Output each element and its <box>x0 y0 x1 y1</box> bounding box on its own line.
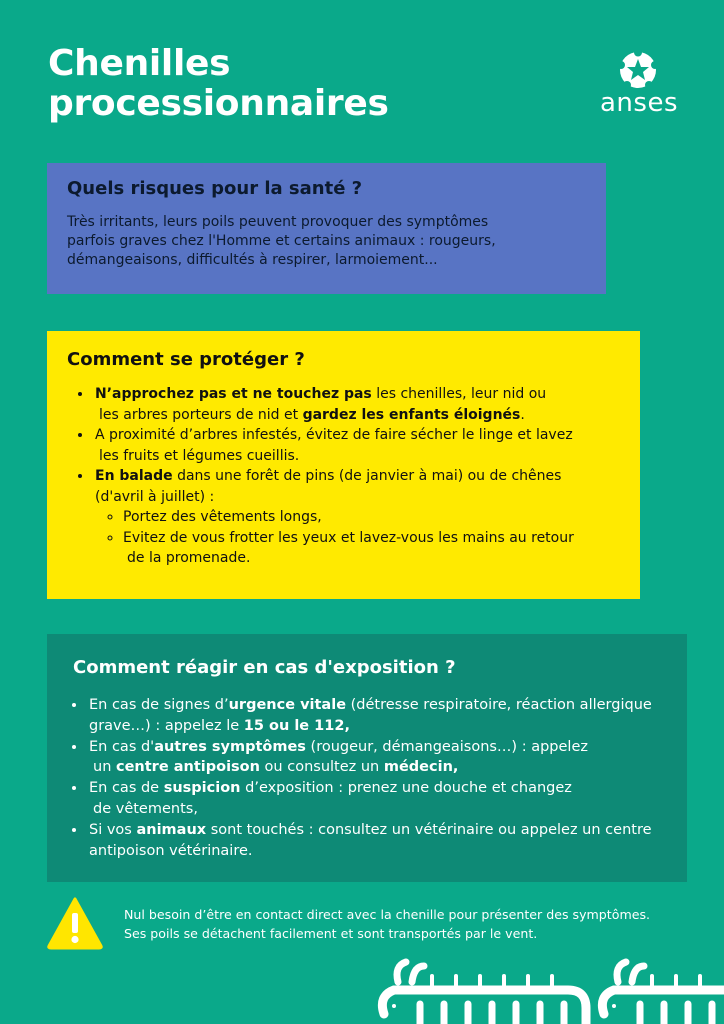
warning-line-1: Nul besoin d’être en contact direct avec la chenille pour présenter des symptômes. <box>124 907 651 922</box>
text: les chenilles, leur nid ou <box>371 386 547 402</box>
protection-section <box>47 331 640 599</box>
text: (détresse respiratoire, réaction allergique <box>346 697 652 713</box>
bold-text: 15 ou le 112, <box>243 717 350 734</box>
text: de vêtements, <box>93 800 198 817</box>
text: En cas de signes d’ <box>89 697 229 713</box>
text: Portez des vêtements longs, <box>123 509 322 525</box>
list-item <box>123 528 620 569</box>
protection-heading: Comment se protéger ? <box>67 349 305 370</box>
text: dans une forêt de pins (de janvier à mai) ou de chênes <box>172 468 562 484</box>
text: A proximité d’arbres infestés, évitez de faire sécher le linge et lavez <box>95 427 573 443</box>
text: les fruits et légumes cueillis. <box>99 447 300 464</box>
text <box>95 405 525 426</box>
bold-text: suspicion <box>163 780 241 797</box>
list-item <box>87 695 661 737</box>
list-item <box>87 820 661 862</box>
exposure-list <box>73 695 661 861</box>
exposure-heading: Comment réagir en cas d'exposition ? <box>73 657 456 678</box>
text: sont touchés : consultez un vétérinaire ou appelez un centre <box>206 821 652 838</box>
text: En cas d' <box>89 738 155 755</box>
list-item <box>93 384 620 425</box>
bold-text: urgence vitale <box>228 697 347 713</box>
bold-text: centre antipoison <box>116 759 260 776</box>
caterpillar-icon <box>372 952 724 1024</box>
page-title <box>48 44 389 124</box>
bold-text: N’approchez pas et ne touchez pas <box>95 386 372 402</box>
anses-logo <box>590 50 688 120</box>
risks-line-1: Très irritants, leurs poils peuvent provoquer des symptômes <box>67 214 489 230</box>
text: un <box>93 759 116 776</box>
risks-section <box>47 163 606 294</box>
bold-text: autres symptômes <box>154 738 306 755</box>
bold-text: En balade <box>95 468 173 484</box>
bold-text: gardez les enfants éloignés <box>302 406 521 423</box>
list-item <box>87 737 661 779</box>
text: . <box>520 406 525 423</box>
exposure-section <box>47 634 687 882</box>
text: d’exposition : prenez une douche et changez <box>240 780 572 797</box>
text: Si vos <box>89 821 137 838</box>
text <box>89 757 458 778</box>
anses-star-logo-icon <box>618 50 658 90</box>
text: (rougeur, démangeaisons…) : appelez <box>305 738 588 755</box>
text: Evitez de vous frotter les yeux et lavez-vous les mains au retour <box>123 529 574 546</box>
text: ou consultez un <box>259 759 384 776</box>
logo-text: anses <box>600 88 678 118</box>
risks-line-3: démangeaisons, difficultés à respirer, larmoiement... <box>67 252 438 268</box>
text: antipoison vétérinaire. <box>89 842 253 859</box>
title-line-2: processionnaires <box>48 83 389 124</box>
bold-text: animaux <box>136 821 207 838</box>
risks-line-2: parfois graves chez l'Homme et certains animaux : rougeurs, <box>67 233 496 249</box>
text: de la promenade. <box>127 550 251 566</box>
warning-line-2: Ses poils se détachent facilement et sont transportés par le vent. <box>124 926 538 941</box>
warning-text <box>124 905 704 943</box>
text: les arbres porteurs de nid et <box>99 406 303 423</box>
title-line-1: Chenilles <box>48 43 231 84</box>
text: En cas de <box>89 780 164 797</box>
risks-heading: Quels risques pour la santé ? <box>67 178 363 199</box>
protection-list <box>67 384 620 569</box>
list-item <box>87 778 661 820</box>
risks-text <box>67 213 586 270</box>
list-item <box>123 507 620 528</box>
list-item <box>93 425 620 466</box>
warning-icon <box>46 896 104 950</box>
text: (d'avril à juillet) : <box>95 488 215 505</box>
text: grave…) : appelez le <box>89 717 244 734</box>
list-item <box>93 466 620 569</box>
bold-text: médecin, <box>383 759 459 776</box>
protection-sublist <box>95 507 620 569</box>
